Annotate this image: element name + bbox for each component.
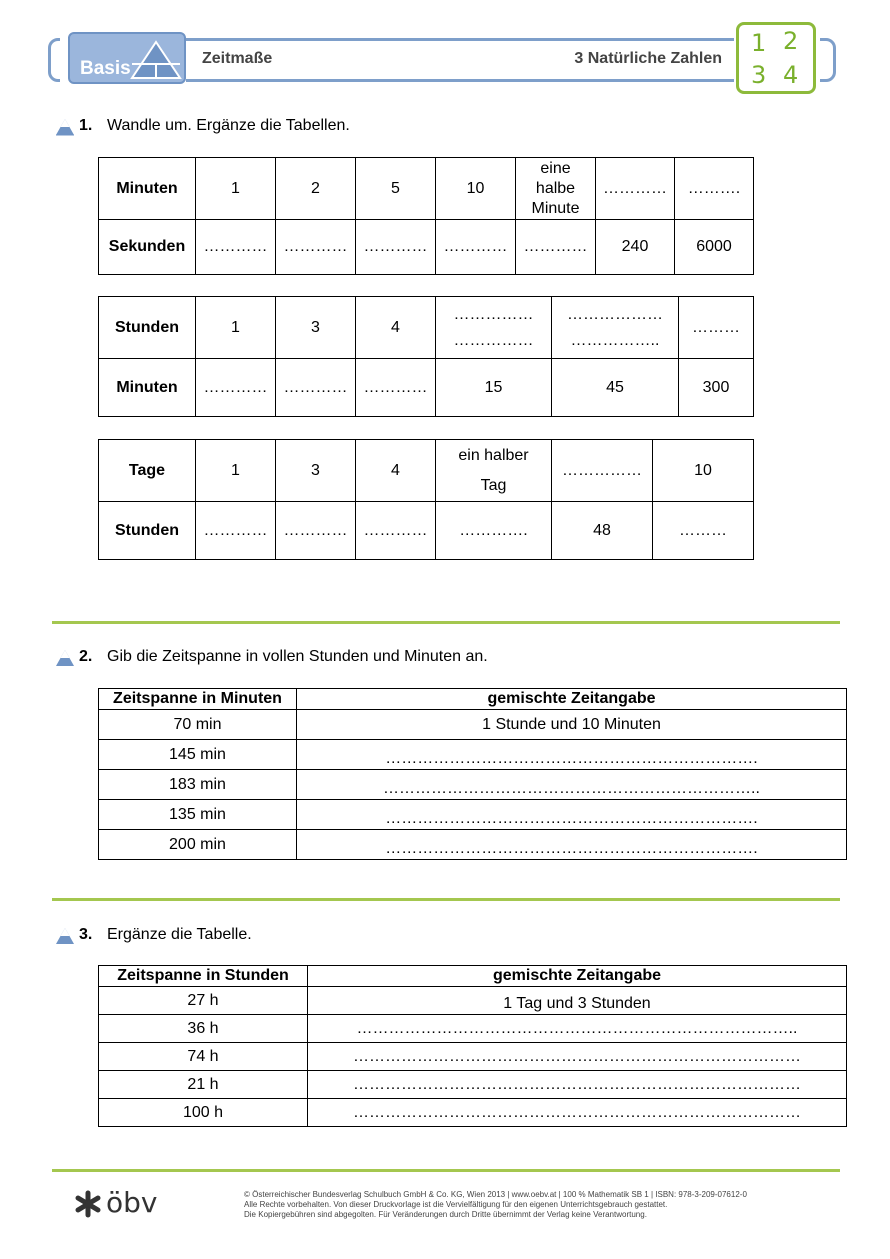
logo-digit: 4 — [783, 61, 799, 89]
table-cell: 10 — [436, 158, 516, 220]
answer-blank: ………. — [675, 158, 754, 220]
table-cell: 200 min — [99, 830, 297, 860]
answer-blank: ……………………………………………………………………….. — [308, 1015, 847, 1043]
table-minutes-seconds — [98, 157, 754, 275]
level-pyramid-icon — [55, 927, 75, 945]
number-logo — [736, 22, 816, 94]
answer-blank: ………… — [356, 359, 436, 417]
answer-blank: …………… — [552, 440, 653, 502]
answer-blank: ………… — [196, 220, 276, 275]
table-cell: 36 h — [99, 1015, 308, 1043]
answer-blank: ………………………………………………………………………… — [308, 1099, 847, 1127]
answer-blank: ……… — [679, 297, 754, 359]
table-cell: 1 — [196, 440, 276, 502]
column-header: Zeitspanne in Minuten — [99, 689, 297, 710]
logo-digit: 2 — [783, 27, 799, 55]
table-cell: 183 min — [99, 770, 297, 800]
answer-blank: ……… — [653, 502, 754, 560]
table-cell: 100 h — [99, 1099, 308, 1127]
answer-blank: ……………… …………….. — [552, 297, 679, 359]
answer-blank: …………. — [436, 502, 552, 560]
answer-blank: ………… — [196, 502, 276, 560]
answer-blank: ………… — [276, 220, 356, 275]
table-cell: 4 — [356, 297, 436, 359]
table-days-hours — [98, 439, 754, 560]
table-cell: 300 — [679, 359, 754, 417]
answer-blank: ……………………………………………………………. — [297, 830, 847, 860]
table-cell: 135 min — [99, 800, 297, 830]
answer-blank: ………… — [356, 502, 436, 560]
copyright-line: Alle Rechte vorbehalten. Von dieser Druckvorlage ist die Vervielfältigung für den eigenen Unterrichtsgebrauch gestattet. — [244, 1200, 668, 1209]
column-header: Zeitspanne in Stunden — [99, 966, 308, 987]
level-pyramid-icon — [55, 118, 75, 136]
section-divider — [52, 621, 840, 624]
table-cell: 70 min — [99, 710, 297, 740]
table-cell: ein halber Tag — [436, 440, 552, 502]
basis-label: Basis — [80, 58, 131, 79]
row-label: Stunden — [99, 297, 196, 359]
table-cell: 15 — [436, 359, 552, 417]
copyright-line: Die Kopiergebühren sind abgegolten. Für Veränderungen durch Dritte übernimmt der Verlag keine Verantwortung. — [244, 1210, 647, 1219]
publisher-logo: öbv — [106, 1186, 158, 1219]
row-label: Minuten — [99, 359, 196, 417]
column-header: gemischte Zeitangabe — [297, 689, 847, 710]
table-cell: 27 h — [99, 987, 308, 1015]
copyright-notice — [244, 1190, 747, 1220]
table-cell: 240 — [596, 220, 675, 275]
basis-badge — [68, 32, 186, 84]
answer-blank: …………… …………… — [436, 297, 552, 359]
table-cell: 10 — [653, 440, 754, 502]
table-cell: 4 — [356, 440, 436, 502]
table-cell: 1 Tag und 3 Stunden — [308, 987, 847, 1015]
task-instruction: Wandle um. Ergänze die Tabellen. — [107, 117, 350, 134]
copyright-line: © Österreichischer Bundesverlag Schulbuch GmbH & Co. KG, Wien 2013 | www.oebv.at | 100 % Mathematik SB 1 | ISBN: 978-3-209-07612-0 — [244, 1190, 747, 1199]
table-cell: 5 — [356, 158, 436, 220]
table-minutes-mixed — [98, 688, 847, 860]
answer-blank: …………………………………………………………….. — [297, 770, 847, 800]
answer-blank: ………… — [276, 359, 356, 417]
answer-blank: ………… — [436, 220, 516, 275]
table-cell: 1 — [196, 297, 276, 359]
logo-digit: 1 — [751, 29, 767, 57]
table-cell: 74 h — [99, 1043, 308, 1071]
answer-blank: ………… — [196, 359, 276, 417]
table-hours-minutes — [98, 296, 754, 417]
table-cell: 3 — [276, 440, 356, 502]
answer-blank: ………… — [516, 220, 596, 275]
answer-blank: ………………………………………………………………………… — [308, 1043, 847, 1071]
level-pyramid-icon — [55, 649, 75, 667]
task-number: 2. — [79, 648, 93, 665]
answer-blank: ……………………………………………………………. — [297, 740, 847, 770]
table-cell: 1 — [196, 158, 276, 220]
row-label: Stunden — [99, 502, 196, 560]
table-cell: 48 — [552, 502, 653, 560]
table-cell: 1 Stunde und 10 Minuten — [297, 710, 847, 740]
basis-pyramid-icon — [128, 38, 184, 82]
table-cell: 2 — [276, 158, 356, 220]
task-instruction: Gib die Zeitspanne in vollen Stunden und Minuten an. — [107, 648, 488, 665]
section-divider — [52, 898, 840, 901]
table-cell: 21 h — [99, 1071, 308, 1099]
table-cell: eine halbe Minute — [516, 158, 596, 220]
table-cell: 3 — [276, 297, 356, 359]
logo-digit: 3 — [751, 61, 767, 89]
row-label: Sekunden — [99, 220, 196, 275]
chapter-title: 3 Natürliche Zahlen — [574, 50, 722, 67]
row-label: Tage — [99, 440, 196, 502]
task-instruction: Ergänze die Tabelle. — [107, 926, 252, 943]
task-number: 3. — [79, 926, 93, 943]
page-title: Zeitmaße — [202, 50, 273, 67]
table-cell: 45 — [552, 359, 679, 417]
publisher-star-icon — [74, 1190, 102, 1218]
answer-blank: ……………………………………………………………. — [297, 800, 847, 830]
answer-blank: ………… — [356, 220, 436, 275]
table-hours-mixed — [98, 965, 847, 1127]
task-number: 1. — [79, 117, 93, 134]
answer-blank: ………… — [596, 158, 675, 220]
answer-blank: ………… — [276, 502, 356, 560]
section-divider — [52, 1169, 840, 1172]
table-cell: 145 min — [99, 740, 297, 770]
row-label: Minuten — [99, 158, 196, 220]
answer-blank: ………………………………………………………………………… — [308, 1071, 847, 1099]
column-header: gemischte Zeitangabe — [308, 966, 847, 987]
table-cell: 6000 — [675, 220, 754, 275]
